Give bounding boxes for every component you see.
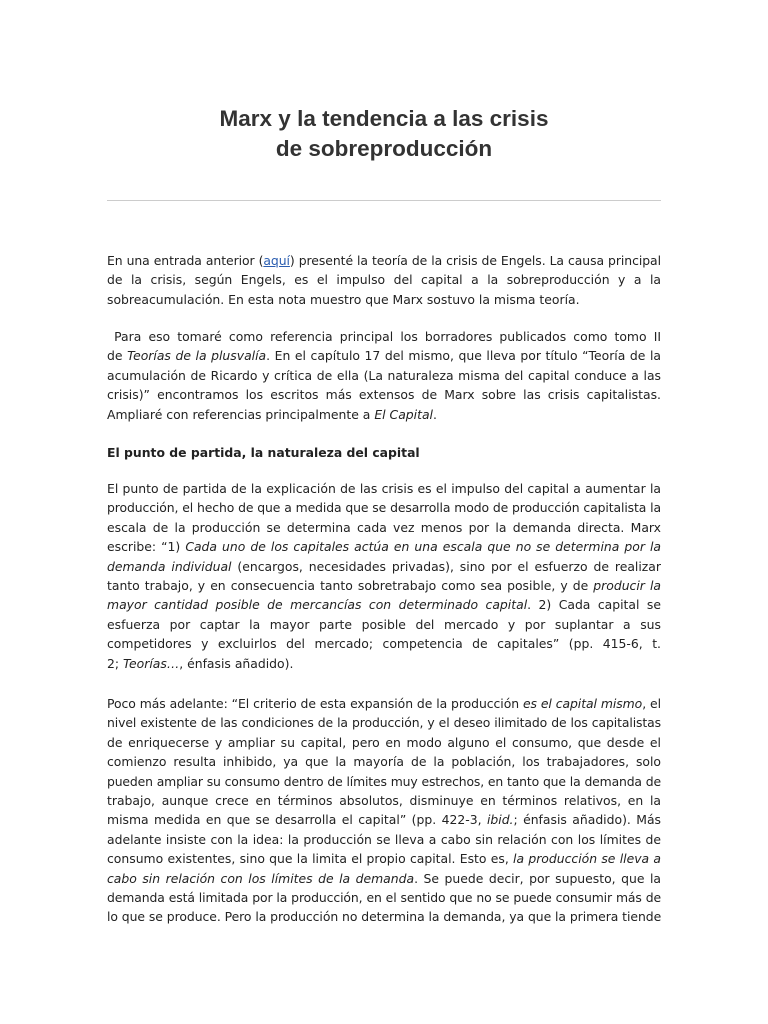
text-line <box>107 405 661 424</box>
text-line: escala de la producción se determina cada vez menos por la demanda directa. Marx <box>107 519 661 535</box>
text-line <box>107 694 661 713</box>
text-run: . Se puede decir, por supuesto, que la <box>414 870 661 886</box>
text-run: misma medida en que se desarrolla el capital” (pp. 422-3, <box>107 812 487 828</box>
text-run: de <box>107 348 128 364</box>
text-line: lo que se produce. Pero la producción no determina la demanda, ya que la primera tiende <box>107 909 662 925</box>
text-line: crisis)” encontramos los escritos más extensos de Marx sobre las crisis capitalistas. <box>107 387 661 403</box>
quote-emphasis: mayor cantidad posible de mercancías con determinado capital <box>107 597 528 613</box>
text-line: pueden ampliar su consumo dentro de límites muy estrechos, en tanto que la demanda de <box>107 773 661 789</box>
book-title: El Capital <box>374 406 433 422</box>
book-title: Teorías… <box>123 655 180 671</box>
title-divider <box>107 200 661 201</box>
quote-emphasis: cabo sin relación con los límites de la demanda <box>107 870 415 886</box>
text-run: , énfasis añadido). <box>179 655 294 671</box>
text-run: ) presenté la teoría de la crisis de Engels. La causa principal <box>289 253 661 268</box>
quote-emphasis: ibid. <box>486 812 514 828</box>
quote-emphasis: Cada uno de los capitales actúa en una escala que no se determina por la <box>185 539 661 555</box>
text-line <box>107 251 661 270</box>
text-line: de la crisis, según Engels, es el impulso del capital a la sobreproducción y a la <box>107 272 661 288</box>
aqui-link[interactable]: aquí <box>263 253 290 268</box>
text-line <box>107 346 661 365</box>
title-line-1: Marx y la tendencia a las crisis <box>219 106 549 131</box>
text-run: , el <box>642 696 661 711</box>
text-run: . <box>433 406 437 422</box>
text-line <box>107 849 661 868</box>
text-line: demanda está limitada por la producción, en el sentido que no se puede consumir más de <box>107 890 661 906</box>
text-run: (encargos, necesidades privadas), sino por el esfuerzo de realizar <box>231 558 661 574</box>
paragraph-sources <box>107 327 661 424</box>
text-line: comienzo resulta inhibido, ya que la mayoría de la población, los trabajadores, solo <box>107 754 661 770</box>
title-line-2: de sobreproducción <box>275 136 493 161</box>
text-line: de enriquecerse y ampliar su capital, pero en modo alguno el consumo, que desde el <box>107 734 661 750</box>
text-run: escribe: “1) <box>107 539 186 555</box>
text-line: esfuerza por captar la mayor parte posible del mercado y por suplantar a sus <box>107 616 661 632</box>
text-line <box>107 869 661 888</box>
text-run: tanto trabajo, y en consecuencia tanto sobretrabajo como sea posible, y de <box>107 578 594 594</box>
text-line <box>107 595 661 614</box>
text-line: acumulación de Ricardo y crítica de ella (La naturaleza misma del capital conduce a las <box>107 367 661 383</box>
text-run: ; énfasis añadido). Más <box>513 812 661 828</box>
text-line: adelante insiste con la idea: la producción se lleva a cabo sin relación con los límites de <box>107 831 661 847</box>
text-run: En una entrada anterior ( <box>107 253 264 268</box>
book-title: Teorías de la plusvalía <box>127 348 267 364</box>
text-run: Poco más adelante: “El criterio de esta expansión de la producción <box>107 696 523 711</box>
text-line <box>107 810 661 829</box>
quote-emphasis: es el capital mismo <box>522 696 643 711</box>
text-line: trabajo, aunque crece en términos absolutos, disminuye en términos relativos, en la <box>107 793 661 809</box>
quote-emphasis: producir la <box>593 578 661 594</box>
text-line: El punto de partida de la explicación de las crisis es el impulso del capital a aumentar la <box>107 481 661 496</box>
paragraph-expansion <box>107 694 661 927</box>
text-line: producción, el hecho de que a medida que se desarrolla modo de producción capitalista la <box>107 500 661 516</box>
text-run: . 2) Cada capital se <box>527 597 661 613</box>
text-line <box>107 654 661 673</box>
paragraph-starting-point <box>107 479 661 673</box>
text-line: sobreacumulación. En esta nota muestro que Marx sostuvo la misma teoría. <box>107 291 580 307</box>
paragraph-intro <box>107 251 661 309</box>
text-line: competidores y excluirlos del mercado; competencia de capitales” (pp. 415-6, t. <box>107 636 661 652</box>
text-line <box>107 557 661 576</box>
quote-emphasis: la producción se lleva a <box>513 851 661 867</box>
text-run: Ampliaré con referencias principalmente a <box>107 406 375 422</box>
text-line <box>107 576 661 595</box>
text-run: . En el capítulo 17 del mismo, que lleva por título “Teoría de la <box>266 348 661 364</box>
section-heading: El punto de partida, la naturaleza del capital <box>107 445 420 460</box>
quote-emphasis: demanda individual <box>107 558 232 574</box>
text-run: 2; <box>107 655 123 671</box>
page-title <box>107 104 661 164</box>
text-line <box>107 537 661 556</box>
text-line: Para eso tomaré como referencia principal los borradores publicados como tomo II <box>107 329 661 344</box>
text-line: nivel existente de las condiciones de la producción, y el deseo ilimitado de los capitalistas <box>107 715 661 731</box>
text-run: consumo existentes, sino que la limita el propio capital. Esto es, <box>107 851 514 867</box>
